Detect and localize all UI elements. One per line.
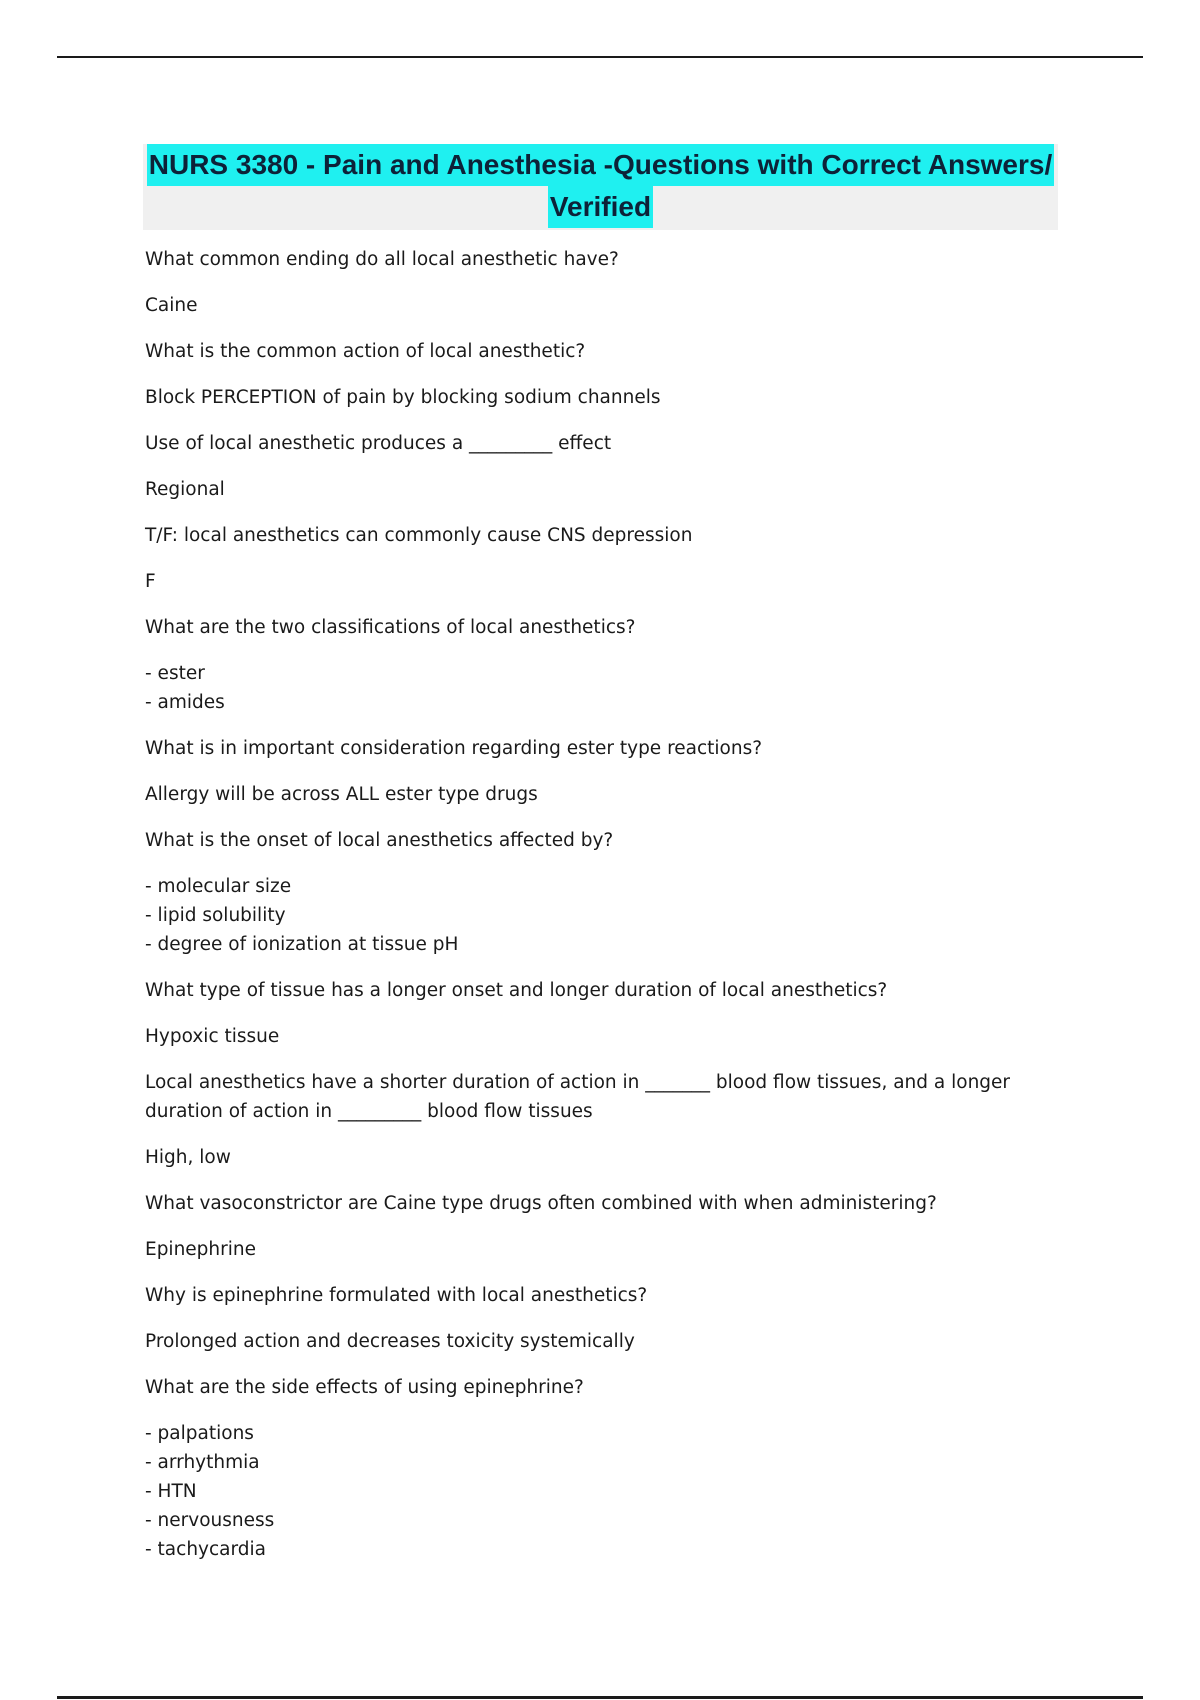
text-line: What is the onset of local anesthetics affected by? <box>145 830 614 851</box>
text-line: Caine <box>145 295 198 316</box>
text-line: What type of tissue has a longer onset and longer duration of local anesthetics? <box>145 980 888 1001</box>
document-title <box>143 144 1058 230</box>
text-line: Block PERCEPTION of pain by blocking sodium channels <box>145 387 661 408</box>
question-text <box>145 734 1045 763</box>
text-line: - tachycardia <box>145 1539 266 1560</box>
answer-text <box>145 383 1045 412</box>
question-text <box>145 1373 1045 1402</box>
text-line: What is the common action of local anesthetic? <box>145 341 586 362</box>
footer-rule <box>57 1696 1143 1699</box>
question-text <box>145 976 1045 1005</box>
text-line: What are the side effects of using epinephrine? <box>145 1377 584 1398</box>
text-line: Why is epinephrine formulated with local anesthetics? <box>145 1285 648 1306</box>
text-line: What common ending do all local anesthetic have? <box>145 249 619 270</box>
text-line: Local anesthetics have a shorter duration of action in _______ blood flow tissues, and a longer <box>145 1072 1011 1093</box>
text-line: F <box>145 571 156 592</box>
question-text <box>145 337 1045 366</box>
text-line: - palpations <box>145 1423 254 1444</box>
text-line: What vasoconstrictor are Caine type drugs often combined with when administering? <box>145 1193 937 1214</box>
answer-text <box>145 1419 1045 1564</box>
answer-text <box>145 1327 1045 1356</box>
answer-text <box>145 872 1045 959</box>
text-line: Hypoxic tissue <box>145 1026 280 1047</box>
question-text <box>145 1189 1045 1218</box>
text-line: Use of local anesthetic produces a _________ effect <box>145 433 612 454</box>
text-line: - lipid solubility <box>145 905 286 926</box>
text-line: Epinephrine <box>145 1239 256 1260</box>
question-text <box>145 429 1045 458</box>
text-line: Regional <box>145 479 225 500</box>
answer-text <box>145 1235 1045 1264</box>
text-line: - amides <box>145 692 225 713</box>
answer-text <box>145 780 1045 809</box>
text-line: - nervousness <box>145 1510 275 1531</box>
question-text <box>145 521 1045 550</box>
text-line: duration of action in _________ blood flow tissues <box>145 1101 593 1122</box>
answer-text <box>145 291 1045 320</box>
answer-text <box>145 475 1045 504</box>
question-text <box>145 1068 1045 1126</box>
question-text <box>145 613 1045 642</box>
question-text <box>145 1281 1045 1310</box>
text-line: What are the two classifications of local anesthetics? <box>145 617 636 638</box>
answer-text <box>145 1143 1045 1172</box>
text-line: - degree of ionization at tissue pH <box>145 934 459 955</box>
answer-text <box>145 1022 1045 1051</box>
text-line: Prolonged action and decreases toxicity systemically <box>145 1331 635 1352</box>
answer-text <box>145 567 1045 596</box>
title-line-2: Verified <box>548 186 653 228</box>
answer-text <box>145 659 1045 717</box>
question-text <box>145 826 1045 855</box>
text-line: What is in important consideration regarding ester type reactions? <box>145 738 763 759</box>
text-line: - HTN <box>145 1481 197 1502</box>
question-text <box>145 245 1045 274</box>
title-line-1: NURS 3380 - Pain and Anesthesia -Questions with Correct Answers/ <box>147 144 1055 186</box>
text-line: - ester <box>145 663 205 684</box>
text-line: - arrhythmia <box>145 1452 260 1473</box>
text-line: Allergy will be across ALL ester type drugs <box>145 784 538 805</box>
text-line: - molecular size <box>145 876 292 897</box>
text-line: High, low <box>145 1147 231 1168</box>
header-rule <box>57 56 1143 58</box>
qa-list <box>145 245 1045 1581</box>
text-line: T/F: local anesthetics can commonly cause CNS depression <box>145 525 693 546</box>
